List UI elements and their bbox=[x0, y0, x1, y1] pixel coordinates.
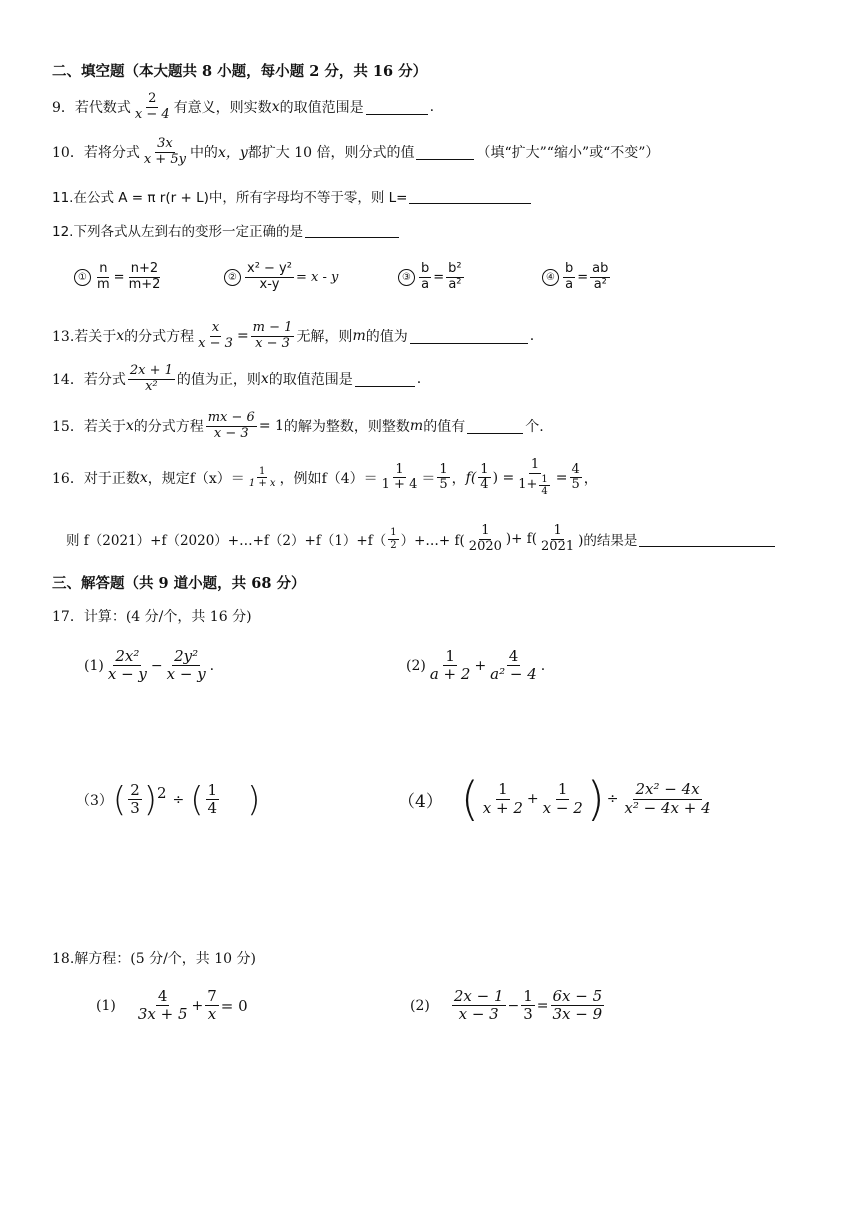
q12-option-4: ④ $\frac{b}{a}$ = $\frac{ab}{\text{a²}}$ bbox=[542, 262, 612, 293]
q9-answer-blank[interactable] bbox=[366, 100, 428, 115]
question-18-title: 18.解方程：(5 分/个，共 10 分) bbox=[52, 951, 256, 967]
section-3-heading: 三、解答题（共 9 道小题，共 68 分） bbox=[52, 575, 306, 592]
q9-fraction: $\frac{2}{x - 4}$ bbox=[134, 91, 170, 122]
q17-part-1: (1) $\frac{\text{2x²}}{x - y}$ − $\frac{\text{2y²}}{x - y}$ . bbox=[84, 647, 215, 684]
q14-answer-blank[interactable] bbox=[355, 372, 415, 387]
q13-answer-blank[interactable] bbox=[410, 329, 528, 344]
section-2-heading: 二、填空题（本大题共 8 小题，每小题 2 分，共 16 分） bbox=[52, 63, 428, 80]
q10-fraction: $\frac{3x}{x + 5y}$ bbox=[143, 136, 186, 167]
question-16: 16．对于正数 x ，规定 f（x）＝ $\frac{1}{1 + x}$ ，例如 f（4）＝ $\frac{1}{1 + 4}$ ＝ $\frac{1}{5}$ ， f( $\frac{1}{4}$ ) = 1 1+ $\frac{1}{4}$ = $\frac{4}{5}$ ， bbox=[52, 457, 598, 498]
q9-text: 9．若代数式 bbox=[52, 100, 131, 117]
q18-part-2: (2) $\frac{2x - 1}{x - 3}$ − $\frac{1}{3}$ = $\frac{6x - 5}{3x - 9}$ bbox=[410, 987, 603, 1024]
q12-option-3: ③ $\frac{b}{a}$ = $\frac{\text{b²}}{\text{a²}}$ bbox=[398, 262, 466, 293]
q18-part-1: (1) $\frac{4}{3x + 5}$ + $\frac{7}{x}$ = 0 bbox=[96, 987, 248, 1024]
question-14: 14．若分式 $\frac{2x + 1}{\text{x²}}$ 的值为正，则 x 的取值范围是 . bbox=[52, 363, 422, 394]
question-17-title: 17．计算：(4 分/个，共 16 分) bbox=[52, 609, 252, 625]
question-15: 15．若关于 x 的分式方程 $\frac{mx - 6}{x - 3}$ = 1 的解为整数，则整数 m 的值有 个. bbox=[52, 410, 544, 441]
q16-answer-blank[interactable] bbox=[639, 532, 775, 547]
question-16-line-2: 则 f（2021）+f（2020）+…+f（2）+f（1）+f（ $\frac{1}{2}$ ）+…+ f( $\frac{1}{2020}$ )+ f( $\frac{1}{2021}$ )的结果是 bbox=[66, 524, 777, 555]
question-11: 11.在公式 A = π r(r + L)中，所有字母均不等于零，则 L= bbox=[52, 186, 533, 206]
q15-answer-blank[interactable] bbox=[467, 419, 523, 434]
q17-part-4: （4） ( $\frac{1}{x + 2}$ + $\frac{1}{x - 2}$ ) ÷ $\frac{\text{2x² − 4x}}{\text{x² − 4x + 4}}$ bbox=[398, 772, 711, 826]
q10-answer-blank[interactable] bbox=[416, 145, 474, 160]
q17-part-2: (2) $\frac{1}{a + 2}$ + $\frac{4}{\text{a² − 4}}$ . bbox=[406, 647, 546, 684]
q12-answer-blank[interactable] bbox=[305, 223, 399, 238]
question-12: 12.下列各式从左到右的变形一定正确的是 bbox=[52, 220, 401, 240]
question-9: 9．若代数式 $\frac{2}{x - 4}$ 有意义，则实数 x 的取值范围是 . bbox=[52, 91, 435, 122]
q12-option-1: ① $\frac{n}{m}$ = $\frac{n+2}{m+2}$ bbox=[74, 262, 164, 293]
q11-answer-blank[interactable] bbox=[409, 189, 531, 204]
q12-option-2: ② $\frac{\text{x² − y²}}{x-y}$ = x - y bbox=[224, 262, 338, 293]
question-10: 10．若将分式 $\frac{3x}{x + 5y}$ 中的 x，y 都扩大 10 倍，则分式的值 （填“扩大”“缩小”或“不变”） bbox=[52, 136, 660, 167]
question-13: 13.若关于 x 的分式方程 $\frac{x}{x - 3}$ = $\frac{m - 1}{x - 3}$ 无解，则 m 的值为 . bbox=[52, 320, 535, 351]
q17-part-3: （3） ( $\frac{2}{3}$ ) 2 ÷ ( $\frac{1}{4}$ ) bbox=[76, 779, 261, 820]
